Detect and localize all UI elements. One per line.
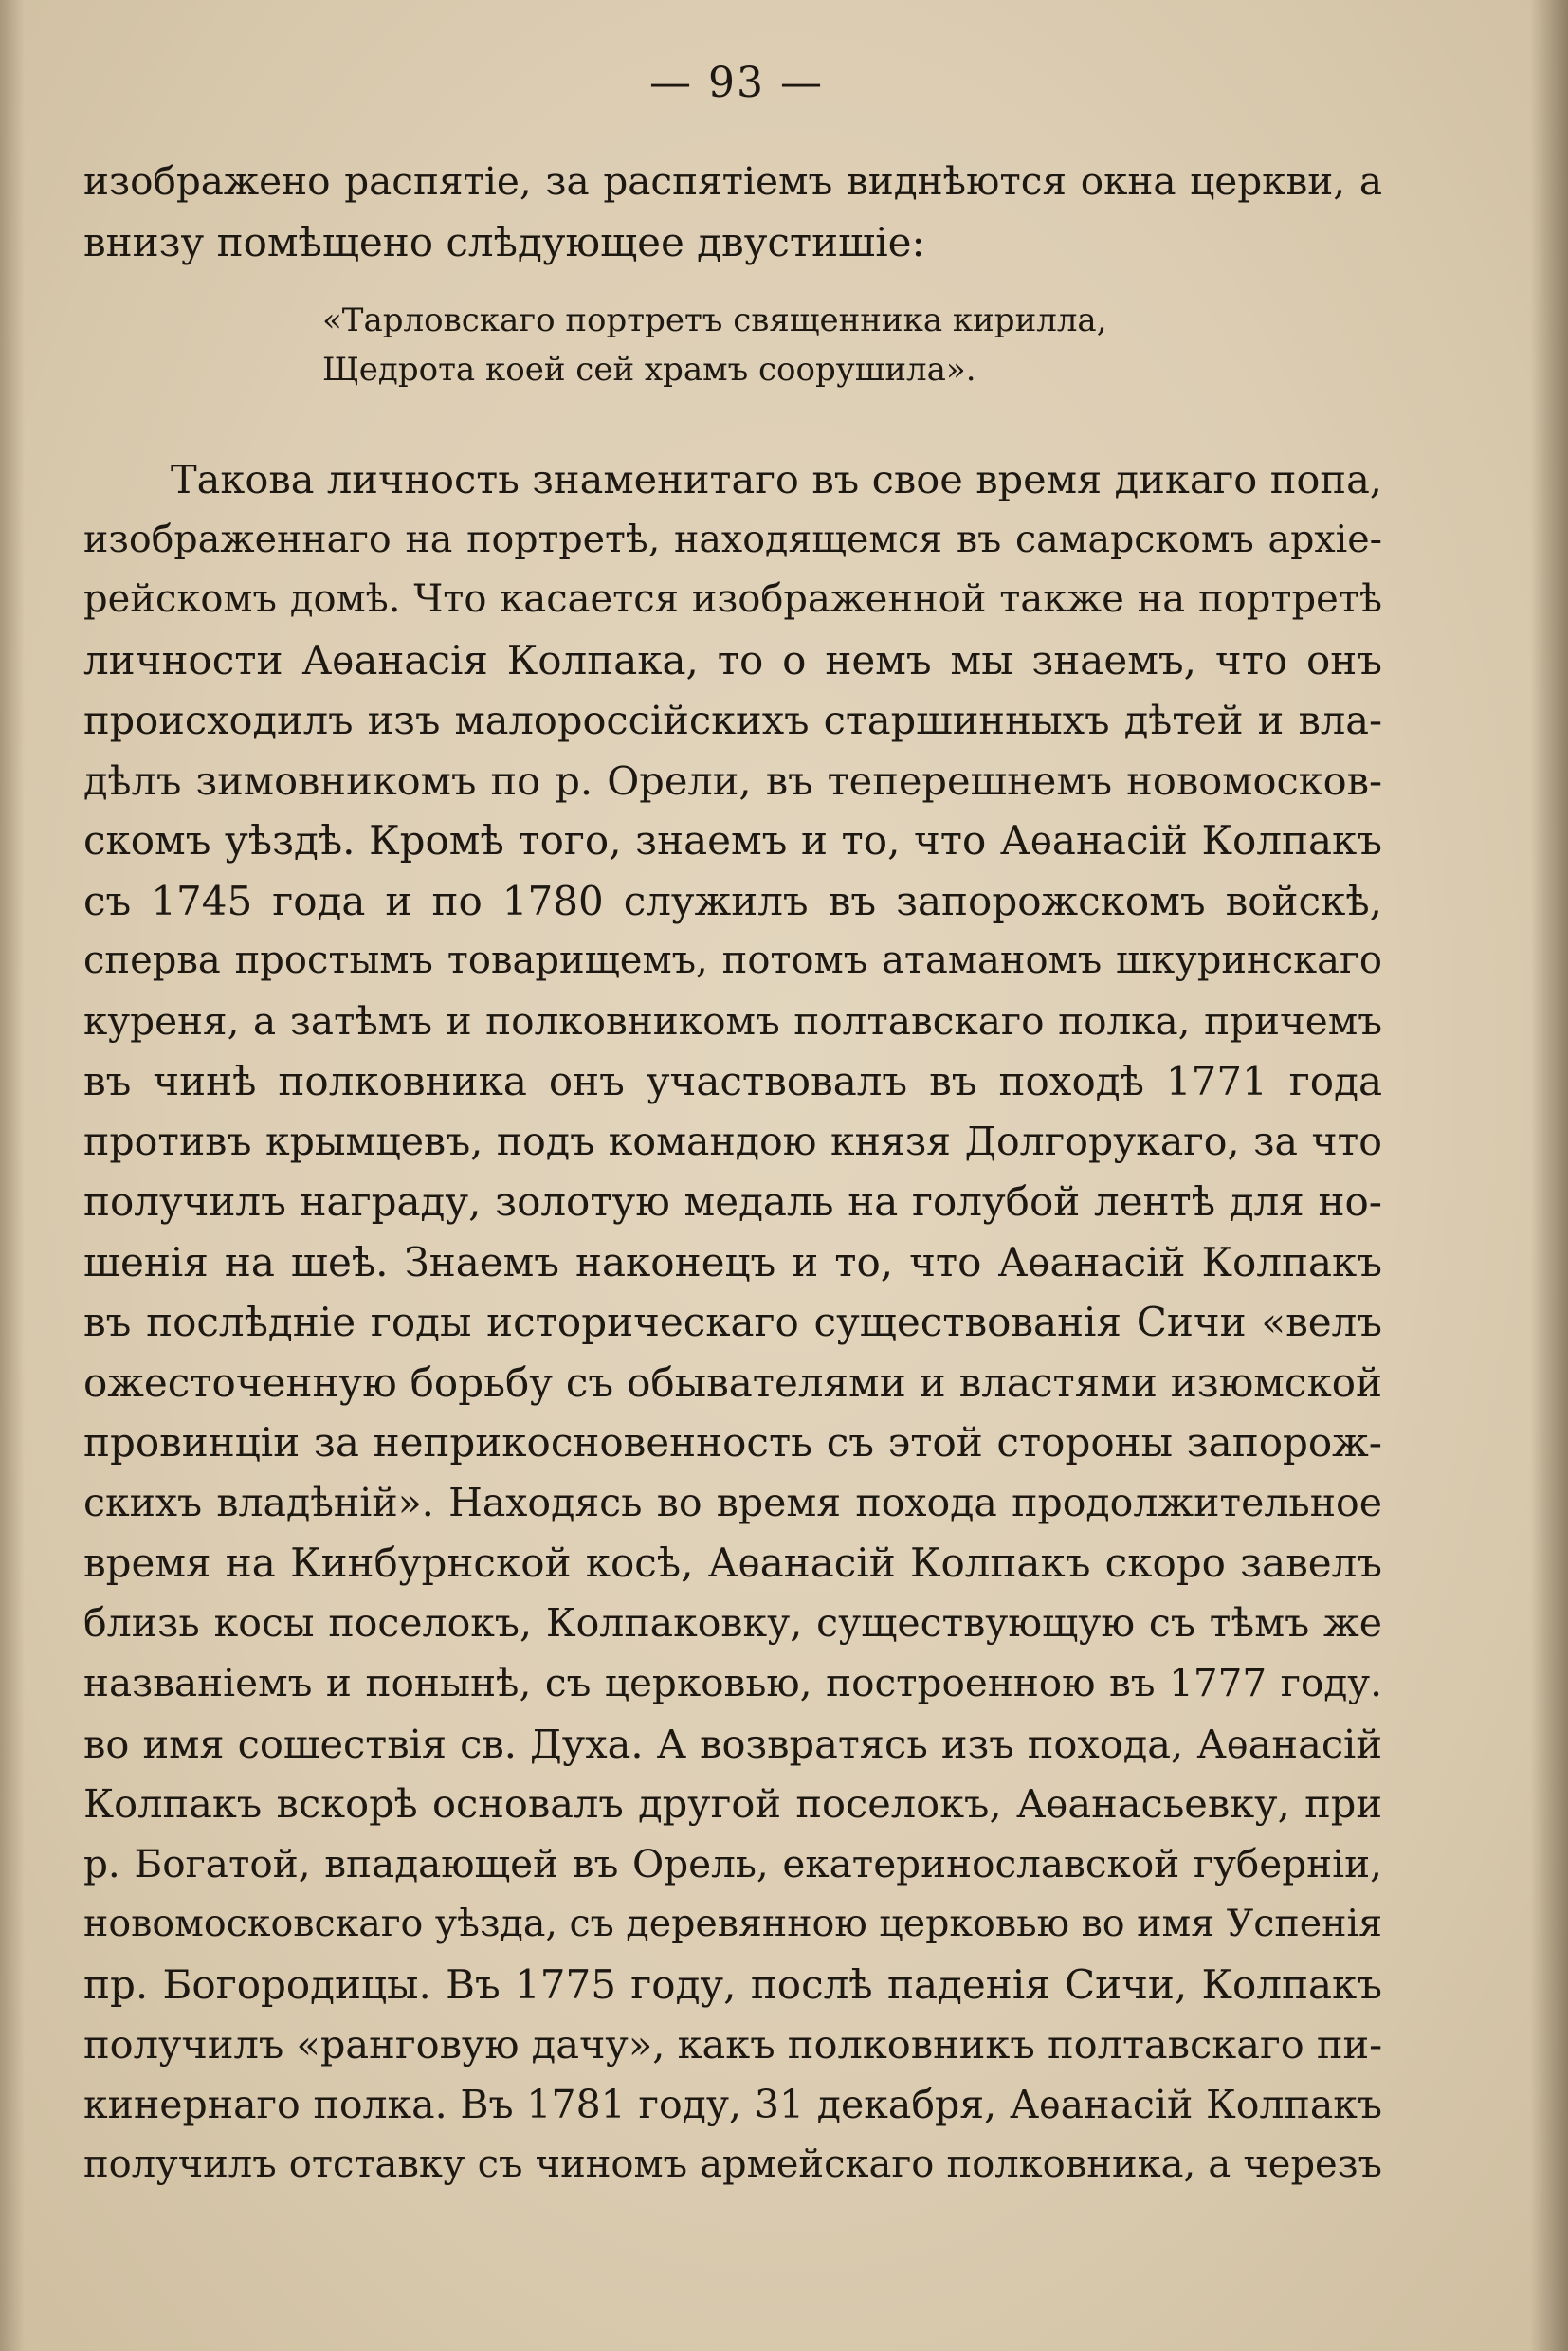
page-number: — 93 — xyxy=(649,59,824,107)
text-line: дѣлъ зимовникомъ по р. Орели, въ теперешнемъ новомосков- xyxy=(83,756,1382,804)
text-line: провинціи за неприкосновенность съ этой стороны запорож- xyxy=(83,1419,1382,1466)
text-line: новомосковскаго уѣзда, съ деревянною церковью во имя Успенія xyxy=(83,1902,1382,1945)
page-edge-shadow-right xyxy=(1530,0,1568,2351)
text-line: въ послѣдніе годы историческаго существованія Сичи «велъ xyxy=(83,1299,1382,1345)
text-line: названіемъ и понынѣ, съ церковью, построенною въ 1777 году. xyxy=(83,1660,1382,1705)
text-line: изображеннаго на портретѣ, находящемся въ самарскомъ архіе- xyxy=(83,517,1382,561)
verse-line: Щедрота коей сей храмъ соорушила». xyxy=(322,351,976,389)
text-line: происходилъ изъ малороссійскихъ старшинныхъ дѣтей и вла- xyxy=(83,697,1382,743)
text-line: ожесточенную борьбу съ обывателями и властями изюмской xyxy=(83,1358,1382,1406)
intro-paragraph xyxy=(83,152,1382,272)
main-paragraph xyxy=(83,449,1382,2196)
text-line: сперва простымъ товарищемъ, потомъ атаманомъ шкуринскаго xyxy=(83,939,1382,982)
text-line: съ 1745 года и по 1780 служилъ въ запорожскомъ войскѣ, xyxy=(83,877,1382,924)
text-line: получилъ «ранговую дачу», какъ полковникъ полтавскаго пи- xyxy=(83,2021,1383,2068)
text-line: противъ крымцевъ, подъ командою князя Долгорукаго, за что xyxy=(83,1118,1382,1164)
text-line: получилъ отставку съ чиномъ армейскаго полковника, а черезъ xyxy=(83,2142,1382,2186)
text-line: внизу помѣщено слѣдующее двустишіе: xyxy=(83,218,925,265)
text-line: скомъ уѣздѣ. Кромѣ того, знаемъ и то, что Аѳанасій Колпакъ xyxy=(83,817,1382,864)
text-line: получилъ награду, золотую медаль на голубой лентѣ для но- xyxy=(83,1178,1382,1225)
text-line: близь косы поселокъ, Колпаковку, существующую съ тѣмъ же xyxy=(83,1599,1382,1646)
text-line: пр. Богородицы. Въ 1775 году, послѣ паденія Сичи, Колпакъ xyxy=(83,1960,1382,2008)
verse-line: «Тарловскаго портретъ священника кирилла, xyxy=(322,301,1107,339)
text-line: скихъ владѣній». Находясь во время похода продолжительное xyxy=(83,1479,1382,1525)
text-line: личности Аѳанасія Колпака, то о немъ мы знаемъ, что онъ xyxy=(83,636,1382,683)
text-line: рейскомъ домѣ. Что касается изображенной также на портретѣ xyxy=(83,577,1382,621)
text-line: Такова личность знаменитаго въ свое время дикаго попа, xyxy=(171,456,1382,502)
text-line: шенія на шеѣ. Знаемъ наконецъ и то, что Аѳанасій Колпакъ xyxy=(83,1238,1382,1285)
text-line: куреня, а затѣмъ и полковникомъ полтавскаго полка, причемъ xyxy=(83,997,1382,1044)
text-line: во имя сошествія св. Духа. А возвратясь изъ похода, Аѳанасій xyxy=(83,1720,1382,1767)
text-line: въ чинѣ полковника онъ участвовалъ въ походѣ 1771 года xyxy=(83,1058,1382,1104)
page-edge-shadow-left xyxy=(0,0,25,2351)
text-line: изображено распятіе, за распятіемъ виднѣются окна церкви, а xyxy=(83,158,1382,204)
text-line: кинернаго полка. Въ 1781 году, 31 декабря, Аѳанасій Колпакъ xyxy=(83,2081,1382,2127)
text-line: р. Богатой, впадающей въ Орель, екатеринославской губерніи, xyxy=(83,1840,1382,1886)
text-line: Колпакъ вскорѣ основалъ другой поселокъ, Аѳанасьевку, при xyxy=(83,1780,1382,1827)
verse-couplet xyxy=(322,296,1138,394)
text-line: время на Кинбурнской косѣ, Аѳанасій Колпакъ скоро завелъ xyxy=(83,1540,1382,1586)
